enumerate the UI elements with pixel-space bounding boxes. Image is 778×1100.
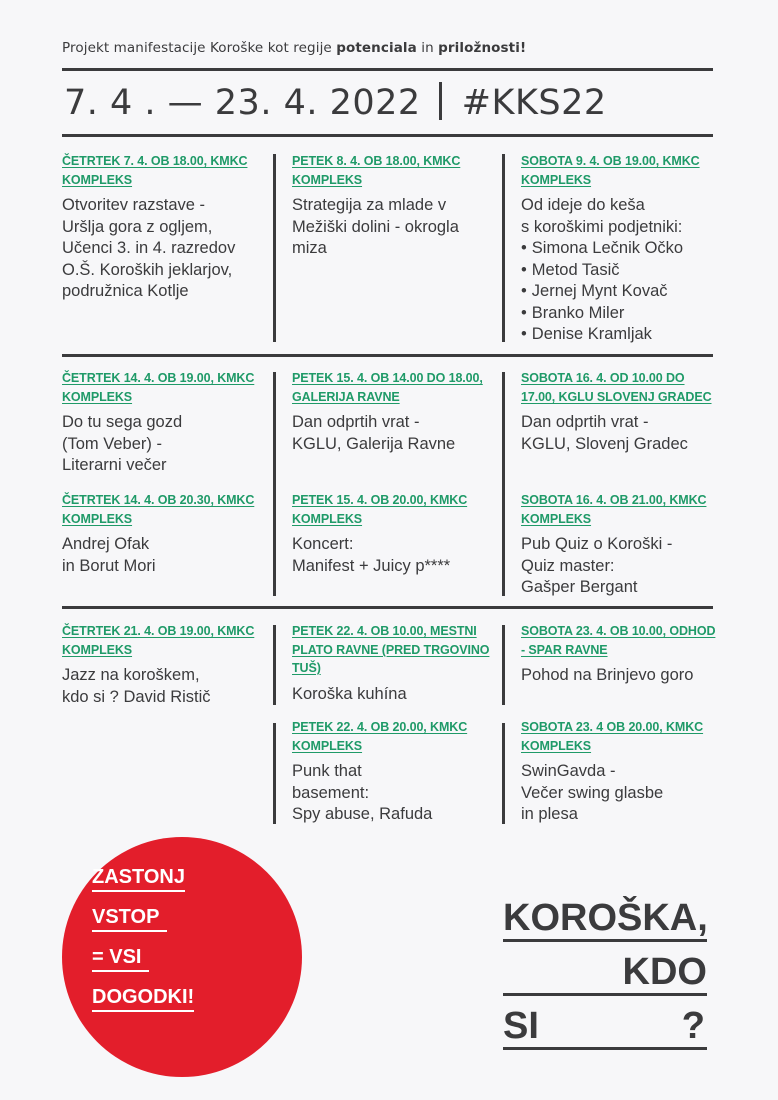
event-date-link[interactable]: SOBOTA 9. 4. OB 19.00, KMKC KOMPLEKS	[521, 154, 700, 187]
row-rule	[62, 354, 713, 357]
header-rule-top	[62, 68, 713, 71]
event-title: Koroška kuhína	[292, 684, 407, 703]
event-card	[521, 491, 721, 599]
speaker-item: • Jernej Mynt Kovač	[521, 281, 721, 303]
tagline-text: in	[416, 40, 439, 56]
event-date-link[interactable]: PETEK 8. 4. OB 18.00, KMKC KOMPLEKS	[292, 154, 461, 187]
event-title: Do tu sega gozd (Tom Veber) - Literarni večer	[62, 413, 183, 474]
event-title: Pub Quiz o Koroški - Quiz master: Gašper Bergant	[521, 535, 673, 596]
event-card	[521, 622, 721, 687]
event-date-link[interactable]: PETEK 22. 4. OB 10.00, MESTNI PLATO RAVNE (PRED TRGOVINO TUŠ)	[292, 624, 490, 675]
column-divider	[502, 372, 505, 596]
slogan-line	[503, 996, 707, 1050]
event-title: Strategija za mlade v Mežiški dolini - okrogla miza	[292, 196, 459, 257]
event-date-link[interactable]: SOBOTA 23. 4. OB 10.00, ODHOD - SPAR RAVNE	[521, 624, 716, 657]
free-entry-text	[92, 857, 194, 1017]
event-date-link[interactable]: ČETRTEK 14. 4. OB 19.00, KMKC KOMPLEKS	[62, 371, 255, 404]
free-entry-line: = VSI	[92, 945, 149, 972]
event-card	[521, 718, 721, 826]
event-title: Jazz na koroškem, kdo si ? David Ristič	[62, 666, 211, 706]
speaker-item: • Branko Miler	[521, 303, 721, 325]
event-title: Od ideje do keša s koroškimi podjetniki:	[521, 196, 683, 236]
slogan-word: KOROŠKA,	[503, 897, 708, 939]
column-divider	[273, 723, 276, 824]
event-card	[521, 152, 721, 346]
tagline-emphasis-potential: potenciala	[336, 40, 417, 56]
event-title: Andrej Ofak in Borut Mori	[62, 535, 156, 575]
speaker-item: • Metod Tasič	[521, 260, 721, 282]
column-divider	[502, 154, 505, 342]
speaker-item: • Denise Kramljak	[521, 324, 721, 346]
tagline	[62, 40, 526, 56]
slogan-word: ?	[681, 1005, 705, 1047]
slogan-line	[503, 888, 707, 942]
speaker-list	[521, 238, 721, 346]
event-date-link[interactable]: SOBOTA 16. 4. OD 10.00 DO 17.00, KGLU SLOVENJ GRADEC	[521, 371, 712, 404]
event-card	[292, 622, 492, 705]
row-rule	[62, 606, 713, 609]
column-divider	[273, 154, 276, 342]
event-date-link[interactable]: SOBOTA 23. 4 OB 20.00, KMKC KOMPLEKS	[521, 720, 704, 753]
event-card	[62, 152, 262, 303]
event-date-link[interactable]: PETEK 15. 4. OB 14.00 DO 18.00, GALERIJA RAVNE	[292, 371, 483, 404]
event-title: Dan odprtih vrat - KGLU, Slovenj Gradec	[521, 413, 688, 453]
event-date-link[interactable]: ČETRTEK 21. 4. OB 19.00, KMKC KOMPLEKS	[62, 624, 255, 657]
column-divider	[273, 372, 276, 596]
free-entry-line: VSTOP	[92, 905, 167, 932]
header-rule-bottom	[62, 134, 713, 137]
column-divider	[273, 625, 276, 705]
event-card	[521, 369, 721, 455]
event-date-link[interactable]: PETEK 22. 4. OB 20.00, KMKC KOMPLEKS	[292, 720, 468, 753]
slogan-word: KDO	[622, 951, 707, 993]
page-title	[64, 82, 607, 123]
slogan-word: SI	[503, 1005, 539, 1047]
slogan-line	[503, 942, 707, 996]
event-title: SwinGavda - Večer swing glasbe in plesa	[521, 762, 664, 823]
event-card	[292, 152, 492, 260]
column-divider	[502, 625, 505, 705]
speaker-item: • Simona Lečnik Očko	[521, 238, 721, 260]
event-date-link[interactable]: ČETRTEK 7. 4. OB 18.00, KMKC KOMPLEKS	[62, 154, 248, 187]
date-range: 7. 4 . — 23. 4. 2022	[64, 83, 421, 123]
event-date-link[interactable]: PETEK 15. 4. OB 20.00, KMKC KOMPLEKS	[292, 493, 468, 526]
hashtag: #KKS22	[461, 83, 607, 123]
event-title: Koncert: Manifest + Juicy p****	[292, 535, 451, 575]
column-divider	[502, 723, 505, 824]
title-separator	[439, 82, 442, 120]
event-card	[62, 369, 262, 477]
event-title: Punk that basement: Spy abuse, Rafuda	[292, 762, 433, 823]
free-entry-badge	[62, 837, 302, 1077]
free-entry-line: ZASTONJ	[92, 865, 185, 892]
event-card	[62, 491, 262, 577]
event-card	[292, 369, 492, 455]
event-card	[62, 622, 262, 708]
tagline-text: Projekt manifestacije Koroške kot regije	[62, 40, 337, 56]
event-date-link[interactable]: SOBOTA 16. 4. OB 21.00, KMKC KOMPLEKS	[521, 493, 707, 526]
event-card	[292, 491, 492, 577]
event-date-link[interactable]: ČETRTEK 14. 4. OB 20.30, KMKC KOMPLEKS	[62, 493, 255, 526]
event-title: Pohod na Brinjevo goro	[521, 666, 694, 684]
free-entry-line: DOGODKI!	[92, 985, 194, 1012]
event-card	[292, 718, 492, 826]
event-title: Otvoritev razstave - Uršlja gora z ogljem, Učenci 3. in 4. razredov O.Š. Koroških jeklarjov, podružnica Kotlje	[62, 196, 236, 300]
tagline-emphasis-opportunities: priložnosti!	[438, 40, 527, 56]
slogan	[503, 888, 707, 1050]
event-title: Dan odprtih vrat - KGLU, Galerija Ravne	[292, 413, 456, 453]
